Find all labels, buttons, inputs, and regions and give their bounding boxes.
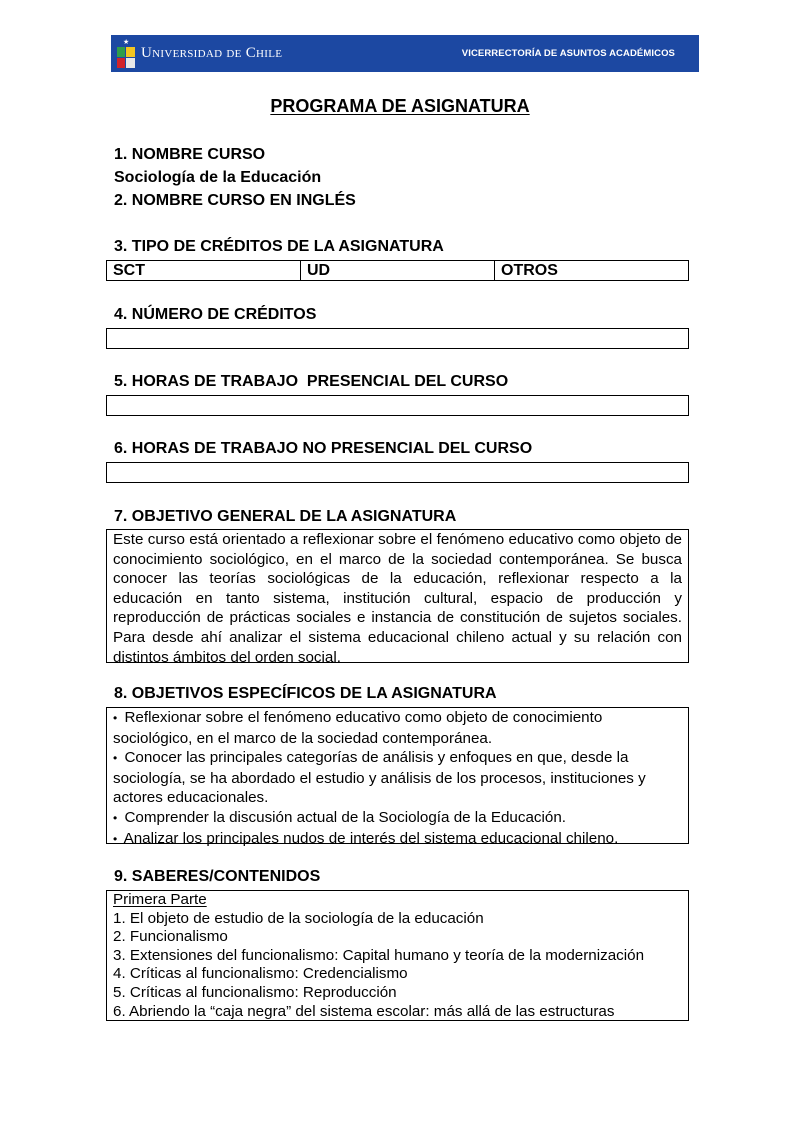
section-4-heading: 4. NÚMERO DE CRÉDITOS — [114, 306, 317, 323]
section-3-heading: 3. TIPO DE CRÉDITOS DE LA ASIGNATURA — [114, 238, 444, 255]
list-item: 4. Críticas al funcionalismo: Credencialismo — [113, 965, 408, 983]
section-5-heading: 5. HORAS DE TRABAJO PRESENCIAL DEL CURSO — [114, 373, 509, 390]
list-item: • Reflexionar sobre el fenómeno educativo como objeto de conocimiento sociológico, en el marco de la sociedad contemporánea. — [113, 709, 603, 747]
document-title: PROGRAMA DE ASIGNATURA — [270, 96, 530, 116]
university-shield-icon: ★ — [117, 39, 135, 69]
section-1-heading: 1. NOMBRE CURSO — [114, 146, 266, 163]
list-item: 1. El objeto de estudio de la sociología de la educación — [113, 909, 484, 927]
presential-hours-box — [106, 395, 689, 416]
list-item: • Conocer las principales categorías de análisis y enfoques en que, desde la sociología, se ha abordado el estudio y análisis de los procesos, instituciones y actores educacionales. — [113, 749, 646, 807]
general-objective-box — [106, 529, 689, 666]
section-9-heading: 9. SABERES/CONTENIDOS — [114, 868, 321, 885]
header-banner — [111, 35, 699, 72]
contents-part-title: Primera Parte — [113, 891, 207, 908]
list-item: 5. Críticas al funcionalismo: Reproducción — [113, 983, 397, 1001]
list-item: 3. Extensiones del funcionalismo: Capital humano y teoría de la modernización — [113, 946, 645, 964]
specific-objectives-box — [106, 707, 689, 847]
specific-objectives-list — [107, 708, 688, 849]
section-2-heading: 2. NOMBRE CURSO EN INGLÉS — [114, 192, 356, 209]
general-objective-text: Este curso está orientado a reflexionar sobre el fenómeno educativo como objeto de conocimiento sociológico, en el marco de la sociedad contemporánea. Se busca conocer las teorías sociológicas de la educación, reflexionar respecto a la educación en tanto sistema, institución cultural, espacio de producción y reproducción de prácticas sociales e instancia de constitución de sujetos sociales. Para desde ahí analizar el sistema educacional chileno actual y su relación con distintos ámbitos del orden social. — [113, 531, 682, 666]
credit-type-table — [106, 260, 689, 281]
university-name: Universidad de Chile — [141, 45, 283, 61]
list-item: • Comprender la discusión actual de la Sociología de la Educación. — [113, 808, 566, 826]
contents-box — [106, 890, 689, 1021]
section-6-heading: 6. HORAS DE TRABAJO NO PRESENCIAL DEL CURSO — [114, 440, 533, 457]
section-7-heading: 7. OBJETIVO GENERAL DE LA ASIGNATURA — [114, 508, 457, 525]
section-8-heading: 8. OBJETIVOS ESPECÍFICOS DE LA ASIGNATURA — [114, 685, 497, 702]
department-name: VICERRECTORÍA DE ASUNTOS ACADÉMICOS — [461, 48, 675, 59]
non-presential-hours-box — [106, 462, 689, 483]
contents-list — [107, 891, 688, 1021]
credit-type-otros: OTROS — [494, 261, 688, 280]
list-item: 6. Abriendo la “caja negra” del sistema escolar: más allá de las estructuras — [113, 1002, 615, 1020]
list-item: 2. Funcionalismo — [113, 928, 228, 946]
course-name: Sociología de la Educación — [114, 169, 322, 186]
university-logo — [111, 35, 282, 72]
credit-type-ud: UD — [300, 261, 494, 280]
list-item: • Analizar los principales nudos de interés del sistema educacional chileno. — [113, 829, 619, 847]
credit-type-sct: SCT — [113, 262, 145, 279]
credits-number-box — [106, 328, 689, 349]
